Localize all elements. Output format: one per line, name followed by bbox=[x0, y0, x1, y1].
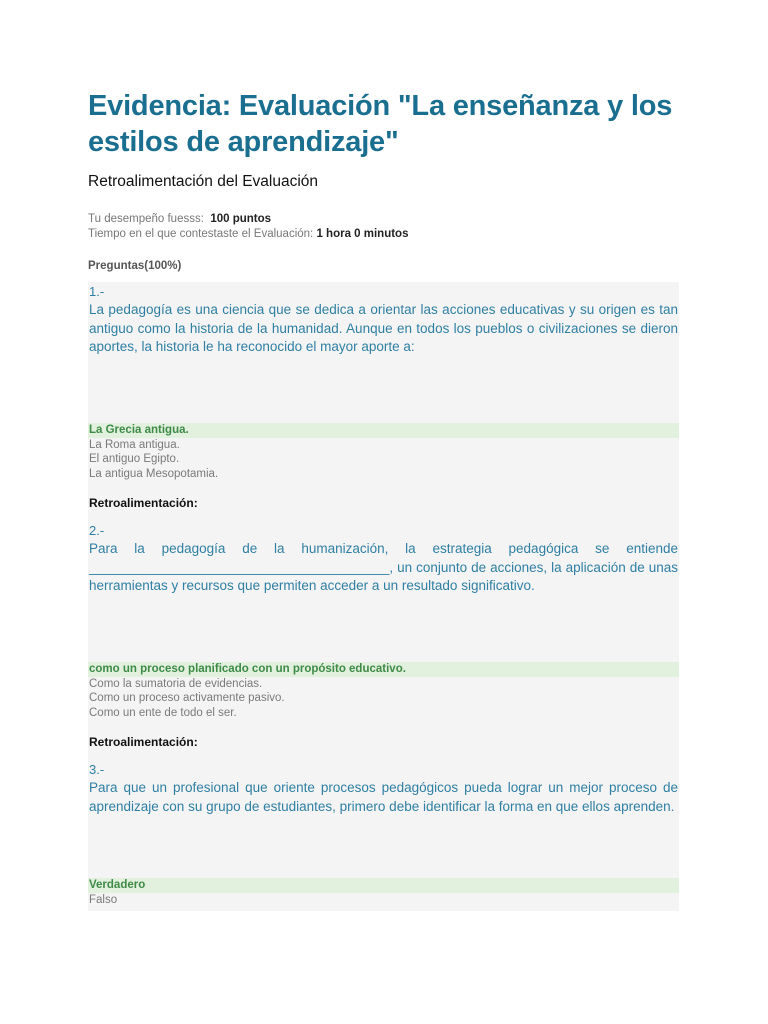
question-number: 1.- bbox=[89, 284, 105, 299]
score-value: 100 puntos bbox=[210, 213, 272, 225]
question-text: La pedagogía es una ciencia que se dedica a orientar las acciones educativas y su origen es tan antiguo como la historia de la humanidad. Aunque en todos los pueblos o civilizaciones se dieron aportes, la historia le ha reconocido el mayor aporte a: bbox=[89, 302, 678, 354]
time-value: 1 hora 0 minutos bbox=[316, 228, 409, 240]
answer-option: Falso bbox=[89, 894, 118, 906]
question-2 bbox=[88, 521, 679, 662]
answer-option: La Roma antigua. bbox=[89, 438, 180, 451]
question-number: 3.- bbox=[89, 762, 105, 777]
answer-option: Como un proceso activamente pasivo. bbox=[89, 692, 285, 704]
feedback-label: Retroalimentación: bbox=[89, 496, 198, 510]
page-subtitle: Retroalimentación del Evaluación bbox=[88, 173, 319, 190]
results-summary bbox=[88, 212, 679, 242]
score-line bbox=[88, 212, 679, 227]
question-1 bbox=[88, 282, 679, 423]
answer-correct: Verdadero bbox=[88, 878, 679, 893]
score-label: Tu desempeño fuesss: bbox=[88, 213, 204, 225]
answer-correct: como un proceso planificado con un propósito educativo. bbox=[88, 662, 679, 677]
question-number: 2.- bbox=[89, 523, 105, 538]
question-text: Para la pedagogía de la humanización, la estrategia pedagógica se entiende ________________________________________, un conjunto de acciones, la aplicación de unas herramientas y recursos que permiten acceder a un resultado significativo. bbox=[89, 541, 678, 593]
question-3 bbox=[88, 760, 679, 878]
page-title: Evidencia: Evaluación "La enseñanza y los estilos de aprendizaje" bbox=[88, 90, 673, 158]
time-label: Tiempo en el que contestaste el Evaluación: bbox=[88, 228, 314, 240]
time-line bbox=[88, 227, 679, 242]
questions-heading: Preguntas(100%) bbox=[88, 260, 182, 272]
question-text: Para que un profesional que oriente procesos pedagógicos pueda lograr un mejor proceso de aprendizaje con su grupo de estudiantes, primero debe identificar la forma en que ellos aprenden. bbox=[89, 780, 678, 814]
answer-option: La antigua Mesopotamia. bbox=[89, 467, 219, 480]
evaluation-document bbox=[88, 88, 679, 911]
answer-option: El antiguo Egipto. bbox=[89, 453, 180, 465]
answer-option: Como un ente de todo el ser. bbox=[89, 706, 237, 719]
answer-option: Como la sumatoria de evidencias. bbox=[89, 677, 263, 690]
feedback-label: Retroalimentación: bbox=[89, 735, 198, 749]
questions-list bbox=[88, 282, 679, 911]
answer-correct: La Grecia antigua. bbox=[88, 423, 679, 438]
